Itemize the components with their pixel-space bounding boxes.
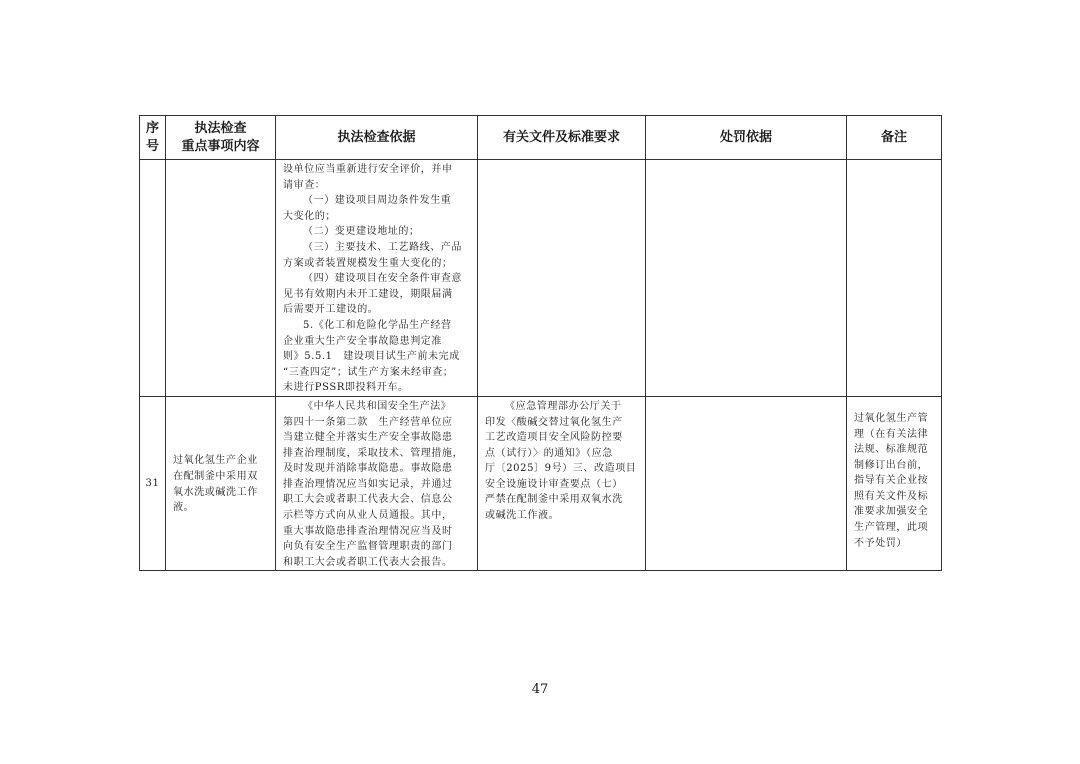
- text-line: 向负有安全生产监督管理职责的部门: [283, 541, 453, 553]
- text-line: 职工大会或者职工代表大会、信息公: [283, 494, 453, 506]
- text-line: 安全设施设计审查要点（七）: [485, 478, 623, 490]
- text-line: 第四十一条第二款 生产经营单位应: [283, 416, 453, 428]
- text-line: 工艺改造项目安全风险防控要: [485, 432, 623, 444]
- text-line: 厅〔2025〕9号）三、改造项目: [485, 463, 637, 475]
- text-line: 《中华人民共和国安全生产法》: [303, 400, 452, 412]
- table-row: [140, 396, 942, 571]
- header-remark: 备注: [847, 116, 942, 160]
- text-line: （一）建设项目周边条件发生重: [303, 195, 452, 207]
- inspection-table: [139, 115, 942, 571]
- text-line: （二）变更建设地址的；: [303, 226, 420, 238]
- text-line: 制修订出台前，: [854, 459, 929, 471]
- text-line: 过氧化氢生产企业: [173, 455, 258, 467]
- text-line: 点（试行）〉的通知》（应急: [485, 447, 613, 459]
- row2-item-text: [166, 451, 275, 515]
- row2-penalty-cell: [646, 396, 847, 571]
- row1-penalty-cell: [646, 160, 847, 397]
- header-item: [166, 116, 276, 160]
- row2-seq: 31: [145, 477, 160, 489]
- text-line: 法规、标准规范: [854, 444, 929, 456]
- row2-basis-cell: [276, 396, 478, 571]
- header-basis: 执法检查依据: [276, 116, 478, 160]
- text-line: 大变化的；: [283, 210, 336, 222]
- row1-item-cell: [166, 160, 276, 397]
- text-line: 不予处罚）: [854, 537, 907, 549]
- row1-basis-text: [276, 160, 477, 396]
- text-line: 生产管理，此项: [854, 522, 929, 534]
- table-row: [140, 160, 942, 397]
- row2-item-cell: [166, 396, 276, 571]
- header-item-line2: 重点事项内容: [181, 138, 260, 154]
- text-line: 理（在有关法律: [854, 428, 929, 440]
- page-number: 47: [531, 682, 549, 697]
- text-line: 企业重大生产安全事故隐患判定准: [283, 335, 442, 347]
- text-line: 重大事故隐患排查治理情况应当及时: [283, 525, 453, 537]
- header-item-line1: 执法检查: [194, 120, 247, 136]
- text-line: “三查四定”；试生产方案未经审查；: [283, 366, 454, 378]
- header-seq: [140, 116, 166, 160]
- text-line: 《应急管理部办公厅关于: [505, 400, 622, 412]
- row1-remark-cell: [847, 160, 942, 397]
- row2-docs-text: [478, 397, 645, 524]
- row1-docs-cell: [478, 160, 646, 397]
- text-line: 设单位应当重新进行安全评价，并申: [283, 164, 453, 175]
- row2-remark-cell: [847, 396, 942, 571]
- row2-docs-cell: [478, 396, 646, 571]
- text-line: 后需要开工建设的。: [283, 304, 379, 316]
- text-line: 当建立健全并落实生产安全事故隐患: [283, 432, 453, 444]
- text-line: 未进行PSSR即投料开车。: [283, 382, 409, 394]
- header-seq-line2: 号: [145, 138, 159, 154]
- row2-remark-text: [847, 397, 941, 551]
- header-seq-line1: 序: [145, 120, 159, 136]
- text-line: 则》5.5.1 建设项目试生产前未完成: [283, 351, 460, 363]
- row1-basis-cell: [276, 160, 478, 397]
- text-line: 液。: [173, 502, 195, 514]
- text-line: 排查治理情况应当如实记录，并通过: [283, 478, 453, 490]
- text-line: 照有关文件及标: [854, 490, 929, 502]
- header-docs: 有关文件及标准要求: [478, 116, 646, 160]
- text-line: 氧水洗或碱洗工作: [173, 486, 258, 498]
- text-line: 或碱洗工作液。: [485, 510, 560, 522]
- text-line: 及时发现并消除事故隐患。事故隐患: [283, 463, 453, 475]
- text-line: 在配制釜中采用双: [173, 471, 258, 483]
- text-line: 和职工大会或者职工代表大会报告。: [283, 556, 453, 568]
- text-line: 示栏等方式向从业人员通报。其中，: [283, 510, 453, 522]
- text-line: （三）主要技术、工艺路线、产品: [303, 241, 462, 253]
- text-line: （四）建设项目在安全条件审查意: [303, 273, 462, 285]
- row2-basis-text: [276, 397, 477, 571]
- text-line: 准要求加强安全: [854, 506, 929, 518]
- text-line: 排查治理制度，采取技术、管理措施，: [283, 447, 464, 459]
- text-line: 印发〈酸碱交替过氧化氢生产: [485, 416, 623, 428]
- table-header-row: [140, 116, 942, 160]
- text-line: 指导有关企业按: [854, 475, 929, 487]
- text-line: 过氧化氢生产管: [854, 412, 929, 424]
- text-line: 5.《化工和危险化学品生产经营: [303, 319, 452, 331]
- text-line: 方案或者装置规模发生重大变化的；: [283, 257, 453, 269]
- row1-seq-cell: [140, 160, 166, 397]
- text-line: 严禁在配制釜中采用双氧水洗: [485, 494, 623, 506]
- text-line: 请审查：: [283, 179, 326, 191]
- row2-seq-cell: [140, 396, 166, 571]
- header-penalty: 处罚依据: [646, 116, 847, 160]
- text-line: 见书有效期内未开工建设，期限届满: [283, 288, 453, 300]
